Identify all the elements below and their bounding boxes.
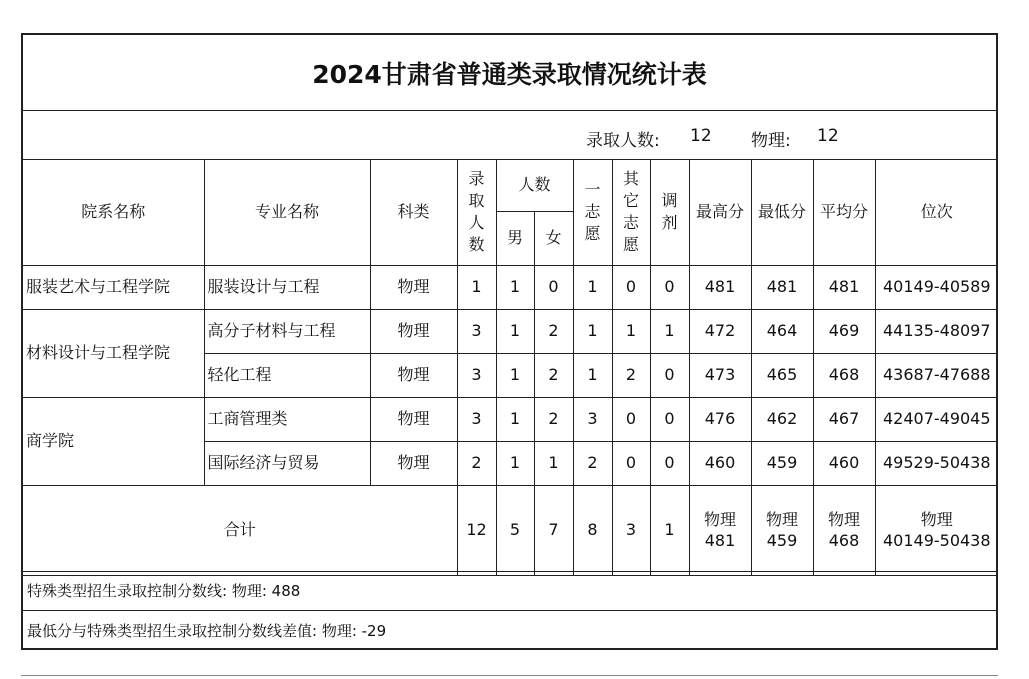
male-cell: 1 [496, 441, 534, 485]
other-choice-cell: 0 [612, 441, 650, 485]
avg-score-cell: 481 [813, 265, 875, 309]
max-score-cell: 481 [689, 265, 751, 309]
header-adjusted: 调剂 [650, 160, 689, 265]
other-choice-cell: 2 [612, 353, 650, 397]
total-female: 7 [534, 485, 573, 575]
total-adjusted: 1 [650, 485, 689, 575]
total-max-score: 物理 481 [689, 485, 751, 575]
rank-cell: 43687-47688 [875, 353, 998, 397]
total-admitted: 12 [457, 485, 496, 575]
header-major: 专业名称 [204, 160, 370, 265]
header-admitted: 录取人数 [457, 160, 496, 265]
rank-cell: 49529-50438 [875, 441, 998, 485]
adjusted-cell: 0 [650, 265, 689, 309]
admit-count-value: 12 [690, 126, 712, 146]
header-other-choice: 其它志愿 [612, 160, 650, 265]
total-other-choice: 3 [612, 485, 650, 575]
admitted-cell: 3 [457, 353, 496, 397]
major-name: 轻化工程 [204, 353, 370, 397]
male-cell: 1 [496, 265, 534, 309]
physics-count-value: 12 [817, 126, 839, 146]
table-row [23, 265, 998, 309]
max-score-cell: 476 [689, 397, 751, 441]
bottom-divider [21, 675, 998, 676]
major-name: 服装设计与工程 [204, 265, 370, 309]
header-avg-score: 平均分 [813, 160, 875, 265]
min-score-cell: 462 [751, 397, 813, 441]
subject-cell: 物理 [370, 397, 457, 441]
subject-cell: 物理 [370, 265, 457, 309]
max-score-cell: 472 [689, 309, 751, 353]
min-score-cell: 459 [751, 441, 813, 485]
college-name: 服装艺术与工程学院 [23, 265, 204, 309]
other-choice-cell: 0 [612, 265, 650, 309]
first-choice-cell: 1 [573, 309, 612, 353]
first-choice-cell: 3 [573, 397, 612, 441]
admitted-cell: 3 [457, 309, 496, 353]
score-diff-note: 最低分与特殊类型招生录取控制分数线差值: 物理: -29 [23, 610, 996, 650]
table-row [23, 397, 998, 441]
male-cell: 1 [496, 397, 534, 441]
rank-cell: 40149-40589 [875, 265, 998, 309]
avg-score-cell: 468 [813, 353, 875, 397]
adjusted-cell: 1 [650, 309, 689, 353]
summary-bar [23, 111, 996, 160]
total-avg-score: 物理 468 [813, 485, 875, 575]
admission-table [23, 160, 998, 576]
admission-sheet [21, 33, 998, 650]
header-min-score: 最低分 [751, 160, 813, 265]
table-row [23, 309, 998, 353]
page-title: 2024甘肃省普通类录取情况统计表 [23, 35, 996, 111]
other-choice-cell: 1 [612, 309, 650, 353]
first-choice-cell: 2 [573, 441, 612, 485]
female-cell: 0 [534, 265, 573, 309]
header-subject: 科类 [370, 160, 457, 265]
major-name: 工商管理类 [204, 397, 370, 441]
subject-cell: 物理 [370, 441, 457, 485]
admitted-cell: 3 [457, 397, 496, 441]
header-male: 男 [496, 211, 534, 265]
total-male: 5 [496, 485, 534, 575]
college-name: 材料设计与工程学院 [23, 309, 204, 397]
min-score-cell: 464 [751, 309, 813, 353]
male-cell: 1 [496, 353, 534, 397]
first-choice-cell: 1 [573, 265, 612, 309]
adjusted-cell: 0 [650, 441, 689, 485]
female-cell: 2 [534, 353, 573, 397]
header-max-score: 最高分 [689, 160, 751, 265]
college-name: 商学院 [23, 397, 204, 485]
total-min-score: 物理 459 [751, 485, 813, 575]
female-cell: 2 [534, 309, 573, 353]
rank-cell: 42407-49045 [875, 397, 998, 441]
other-choice-cell: 0 [612, 397, 650, 441]
header-female: 女 [534, 211, 573, 265]
female-cell: 2 [534, 397, 573, 441]
subject-cell: 物理 [370, 309, 457, 353]
first-choice-cell: 1 [573, 353, 612, 397]
avg-score-cell: 469 [813, 309, 875, 353]
total-first-choice: 8 [573, 485, 612, 575]
header-college: 院系名称 [23, 160, 204, 265]
header-first-choice: 一志愿 [573, 160, 612, 265]
max-score-cell: 473 [689, 353, 751, 397]
total-label: 合计 [23, 485, 457, 575]
major-name: 国际经济与贸易 [204, 441, 370, 485]
female-cell: 1 [534, 441, 573, 485]
rank-cell: 44135-48097 [875, 309, 998, 353]
control-line-note: 特殊类型招生录取控制分数线: 物理: 488 [23, 571, 996, 610]
admitted-cell: 1 [457, 265, 496, 309]
subject-cell: 物理 [370, 353, 457, 397]
admitted-cell: 2 [457, 441, 496, 485]
avg-score-cell: 467 [813, 397, 875, 441]
header-people: 人数 [496, 160, 573, 211]
major-name: 高分子材料与工程 [204, 309, 370, 353]
total-rank: 物理 40149-50438 [875, 485, 998, 575]
min-score-cell: 481 [751, 265, 813, 309]
admit-count-label: 录取人数: [586, 131, 660, 151]
min-score-cell: 465 [751, 353, 813, 397]
physics-count-label: 物理: [751, 131, 791, 151]
avg-score-cell: 460 [813, 441, 875, 485]
adjusted-cell: 0 [650, 353, 689, 397]
max-score-cell: 460 [689, 441, 751, 485]
header-rank: 位次 [875, 160, 998, 265]
adjusted-cell: 0 [650, 397, 689, 441]
male-cell: 1 [496, 309, 534, 353]
total-row [23, 485, 998, 575]
